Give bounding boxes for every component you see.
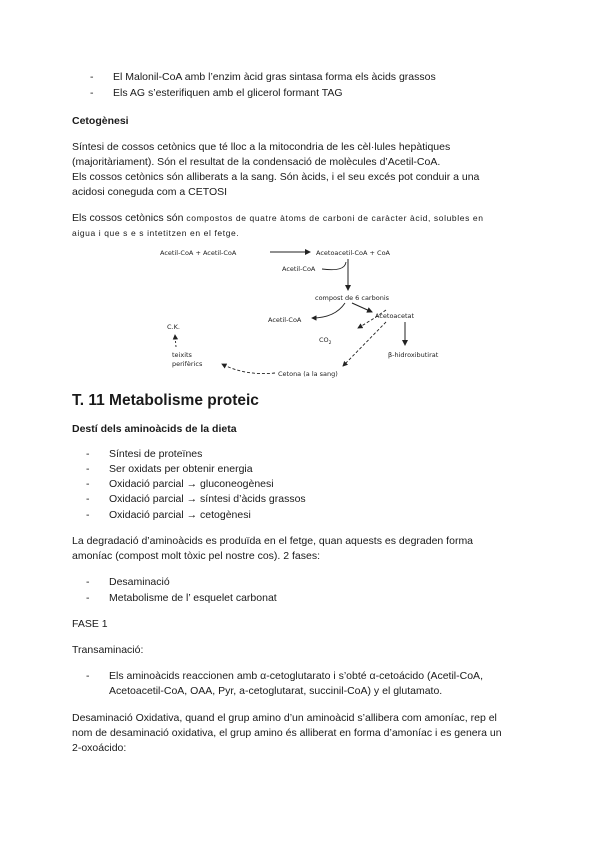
list-item xyxy=(86,508,251,523)
paragraph-line: (majoritàriament). Són el resultat de la condensació de molècules d’Acetil-CoA. xyxy=(72,156,441,168)
list-item-text: Oxidació parcial → gluconeogènesi xyxy=(109,478,274,490)
paragraph-line: acidosi coneguda com a CETOSI xyxy=(72,186,228,198)
arrow-to-acetil-out xyxy=(312,303,345,318)
bullet-dash: - xyxy=(86,670,90,682)
list-item-text: Els aminoàcids reaccionen amb α-cetoglutarato i s’obté α-cetoácido (Acetil-CoA, xyxy=(109,670,483,682)
list-item xyxy=(86,575,170,590)
paragraph-small-text: compostos de quatre àtoms de carboni de caràcter àcid, solubles en xyxy=(183,213,484,223)
bullet-dash: - xyxy=(86,576,90,588)
label-acetil-out: Acetil-CoA xyxy=(268,316,302,324)
section-heading-cetogenesi: Cetogènesi xyxy=(72,115,129,127)
label-compost6: compost de 6 carbonis xyxy=(315,294,390,302)
subheading-transaminacio: Transaminació: xyxy=(72,644,144,656)
list-item-text: Els AG s’esterifiquen amb el glicerol formant TAG xyxy=(113,87,343,99)
label-acetil-pair: Acetil-CoA + Acetil-CoA xyxy=(160,249,237,257)
paragraph-line: 2-oxoácido: xyxy=(72,742,127,754)
arrow-to-teixits xyxy=(222,364,275,374)
chapter-title: T. 11 Metabolisme proteic xyxy=(72,392,259,409)
paragraph-line: Els cossos cetònics són alliberats a la sang. Són àcids, i el seu excés pot conduir a una xyxy=(72,171,480,183)
list-item xyxy=(86,591,277,606)
list-item-text: Desaminació xyxy=(109,576,170,588)
paragraph-line: amoníac (compost molt tòxic pel nostre cos). 2 fases: xyxy=(72,550,321,562)
label-ck: C.K. xyxy=(167,323,180,331)
ketogenesis-diagram xyxy=(0,0,600,400)
bullet-dash: - xyxy=(90,87,94,99)
arrow-to-acetoacetat xyxy=(352,303,372,312)
paragraph-line: La degradació d’aminoàcids es produïda en el fetge, quan aquests es degraden forma xyxy=(72,535,474,547)
paragraph-line: aigua i que s e s intetitzen en el fetge. xyxy=(72,228,240,238)
arrow-to-cetona xyxy=(343,322,386,366)
list-item-text: Ser oxidats per obtenir energia xyxy=(109,463,253,475)
list-item xyxy=(86,492,306,507)
paragraph-lead: Els cossos cetònics són xyxy=(72,212,184,224)
list-item-continuation: Acetoacetil-CoA, OAA, Pyr, a-cetoglutarat, succinil-CoA) y el glutamato. xyxy=(109,685,443,697)
phase-label: FASE 1 xyxy=(72,618,108,630)
paragraph-line: Desaminació Oxidativa, quand el grup amino d’un aminoàcid s’allibera com amoníac, rep el xyxy=(72,712,497,724)
label-co2: $CO_2$ xyxy=(319,336,332,346)
paragraph-line: nom de desaminació oxidativa, el grup amino és alliberat en forma d’amoníac i es genera un xyxy=(72,727,502,739)
arrow-to-ck xyxy=(175,335,176,347)
list-item xyxy=(86,462,253,477)
label-acetil-in: Acetil-CoA xyxy=(282,265,316,273)
bullet-dash: - xyxy=(86,463,90,475)
paragraph-line: Síntesi de cossos cetònics que té lloc a la mitocondria de les cèl·lules hepàtiques xyxy=(72,141,451,153)
section-heading-desti: Destí dels aminoàcids de la dieta xyxy=(72,423,237,435)
arrow-acetil-join xyxy=(322,262,346,270)
list-item xyxy=(86,477,274,492)
label-hidroxibutirat: β-hidroxibutirat xyxy=(388,351,439,359)
list-item-text: Metabolisme de l’ esquelet carbonat xyxy=(109,592,277,604)
list-item-text: El Malonil-CoA amb l’enzim àcid gras sintasa forma els àcids grassos xyxy=(113,71,436,83)
bullet-dash: - xyxy=(86,509,90,521)
label-acetoacetil: Acetoacetil-CoA + CoA xyxy=(316,249,390,257)
bullet-dash: - xyxy=(86,448,90,460)
bullet-dash: - xyxy=(86,478,90,490)
list-item-text: Síntesi de proteïnes xyxy=(109,448,203,460)
bullet-dash: - xyxy=(86,592,90,604)
list-item-text: Oxidació parcial → síntesi d’àcids grassos xyxy=(109,493,306,505)
label-teixits-2: perifèrics xyxy=(172,360,203,368)
list-item xyxy=(86,447,203,462)
list-item-text: Oxidació parcial → cetogènesi xyxy=(109,509,251,521)
bullet-dash: - xyxy=(90,71,94,83)
label-cetona: Cetona (a la sang) xyxy=(278,370,338,378)
bullet-dash: - xyxy=(86,493,90,505)
list-item xyxy=(86,669,483,684)
label-teixits-1: teixits xyxy=(172,351,192,359)
label-acetoacetat: Acetoacetat xyxy=(375,312,415,320)
